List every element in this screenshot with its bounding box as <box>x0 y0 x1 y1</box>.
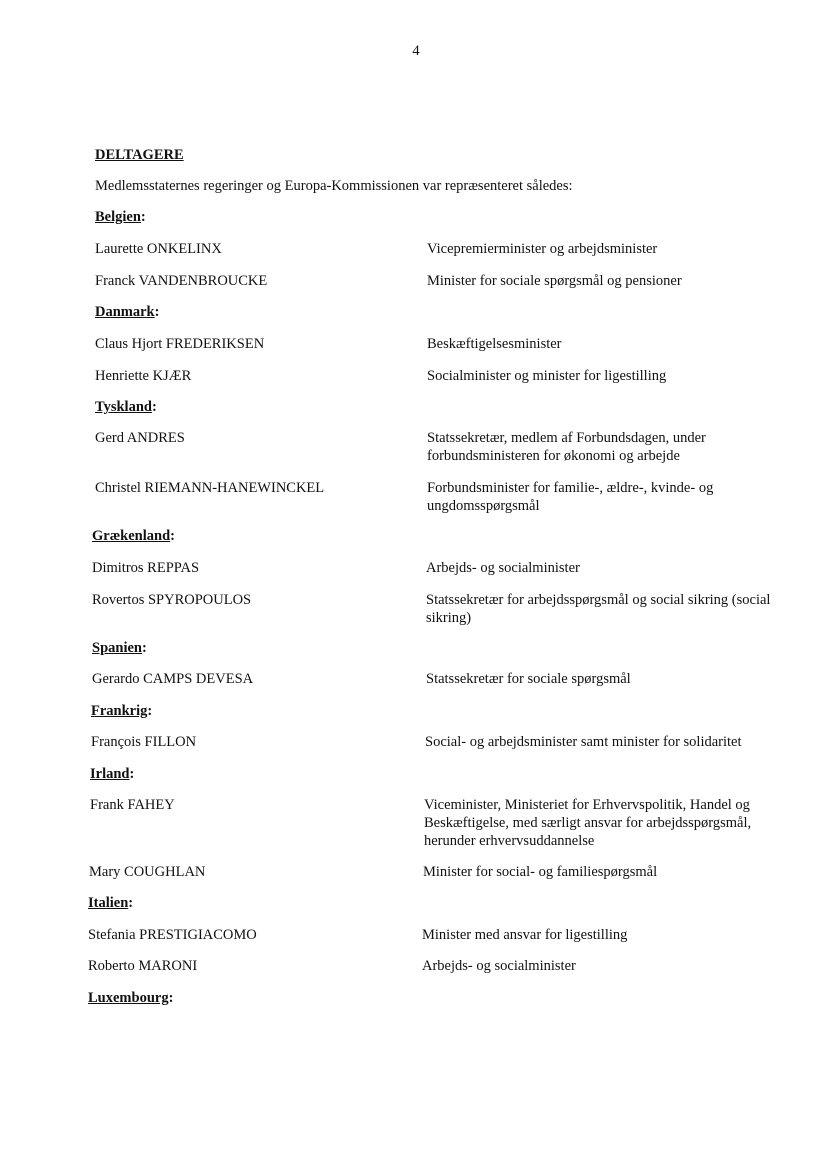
participant-name: Christel RIEMANN-HANEWINCKEL <box>95 480 325 496</box>
participant-name: François FILLON <box>91 734 197 750</box>
country-heading-frankrig: Frankrig: <box>91 703 153 719</box>
country-heading-italien: Italien: <box>88 895 134 911</box>
participant-name: Claus Hjort FREDERIKSEN <box>95 336 265 352</box>
participant-role: Minister for sociale spørgsmål og pensioner <box>427 273 682 289</box>
participant-name: Gerardo CAMPS DEVESA <box>92 671 254 687</box>
participant-role: Minister for social- og familiespørgsmål <box>423 864 658 880</box>
country-heading-irland: Irland: <box>90 766 135 782</box>
participant-role: Arbejds- og socialminister <box>426 560 580 576</box>
country-heading-belgien: Belgien: <box>95 209 146 225</box>
country-heading-graekenland: Grækenland: <box>92 528 176 544</box>
intro-text: Medlemsstaternes regeringer og Europa-Kommissionen var repræsenteret således: <box>95 178 573 194</box>
participant-name: Gerd ANDRES <box>95 430 185 446</box>
participant-role: Statssekretær for sociale spørgsmål <box>426 671 631 687</box>
participant-name: Rovertos SPYROPOULOS <box>92 592 252 608</box>
country-heading-tyskland: Tyskland: <box>95 399 157 415</box>
participant-role: Social- og arbejdsminister samt minister for solidaritet <box>425 734 742 750</box>
participant-name: Stefania PRESTIGIACOMO <box>88 927 257 943</box>
participant-name: Frank FAHEY <box>90 797 175 813</box>
participant-name: Dimitros REPPAS <box>92 560 200 576</box>
country-heading-luxembourg: Luxembourg: <box>88 990 174 1006</box>
participant-name: Laurette ONKELINX <box>95 241 222 257</box>
participant-role: Viceminister, Ministeriet for Erhvervspolitik, Handel og Beskæftigelse, med særligt ansvar for arbejdsspørgsmål, herunder erhvervsuddannelse <box>424 797 752 849</box>
section-heading: DELTAGERE <box>95 147 184 163</box>
participant-role: Arbejds- og socialminister <box>422 958 576 974</box>
participant-role: Statssekretær for arbejdsspørgsmål og social sikring (social sikring) <box>426 592 771 626</box>
country-heading-spanien: Spanien: <box>92 640 147 656</box>
participant-role: Minister med ansvar for ligestilling <box>422 927 628 943</box>
participant-name: Mary COUGHLAN <box>89 864 206 880</box>
participant-role: Vicepremierminister og arbejdsminister <box>427 241 658 257</box>
participant-role: Forbundsminister for familie-, ældre-, kvinde- og ungdomsspørgsmål <box>427 480 714 514</box>
participant-name: Roberto MARONI <box>88 958 198 974</box>
participant-role: Socialminister og minister for ligestilling <box>427 368 667 384</box>
participant-name: Franck VANDENBROUCKE <box>95 273 268 289</box>
participant-name: Henriette KJÆR <box>95 368 192 384</box>
page-number: 4 <box>412 43 420 59</box>
country-heading-danmark: Danmark: <box>95 304 160 320</box>
participant-role: Beskæftigelsesminister <box>427 336 562 352</box>
participant-role: Statssekretær, medlem af Forbundsdagen, under forbundsministeren for økonomi og arbejde <box>427 430 706 464</box>
